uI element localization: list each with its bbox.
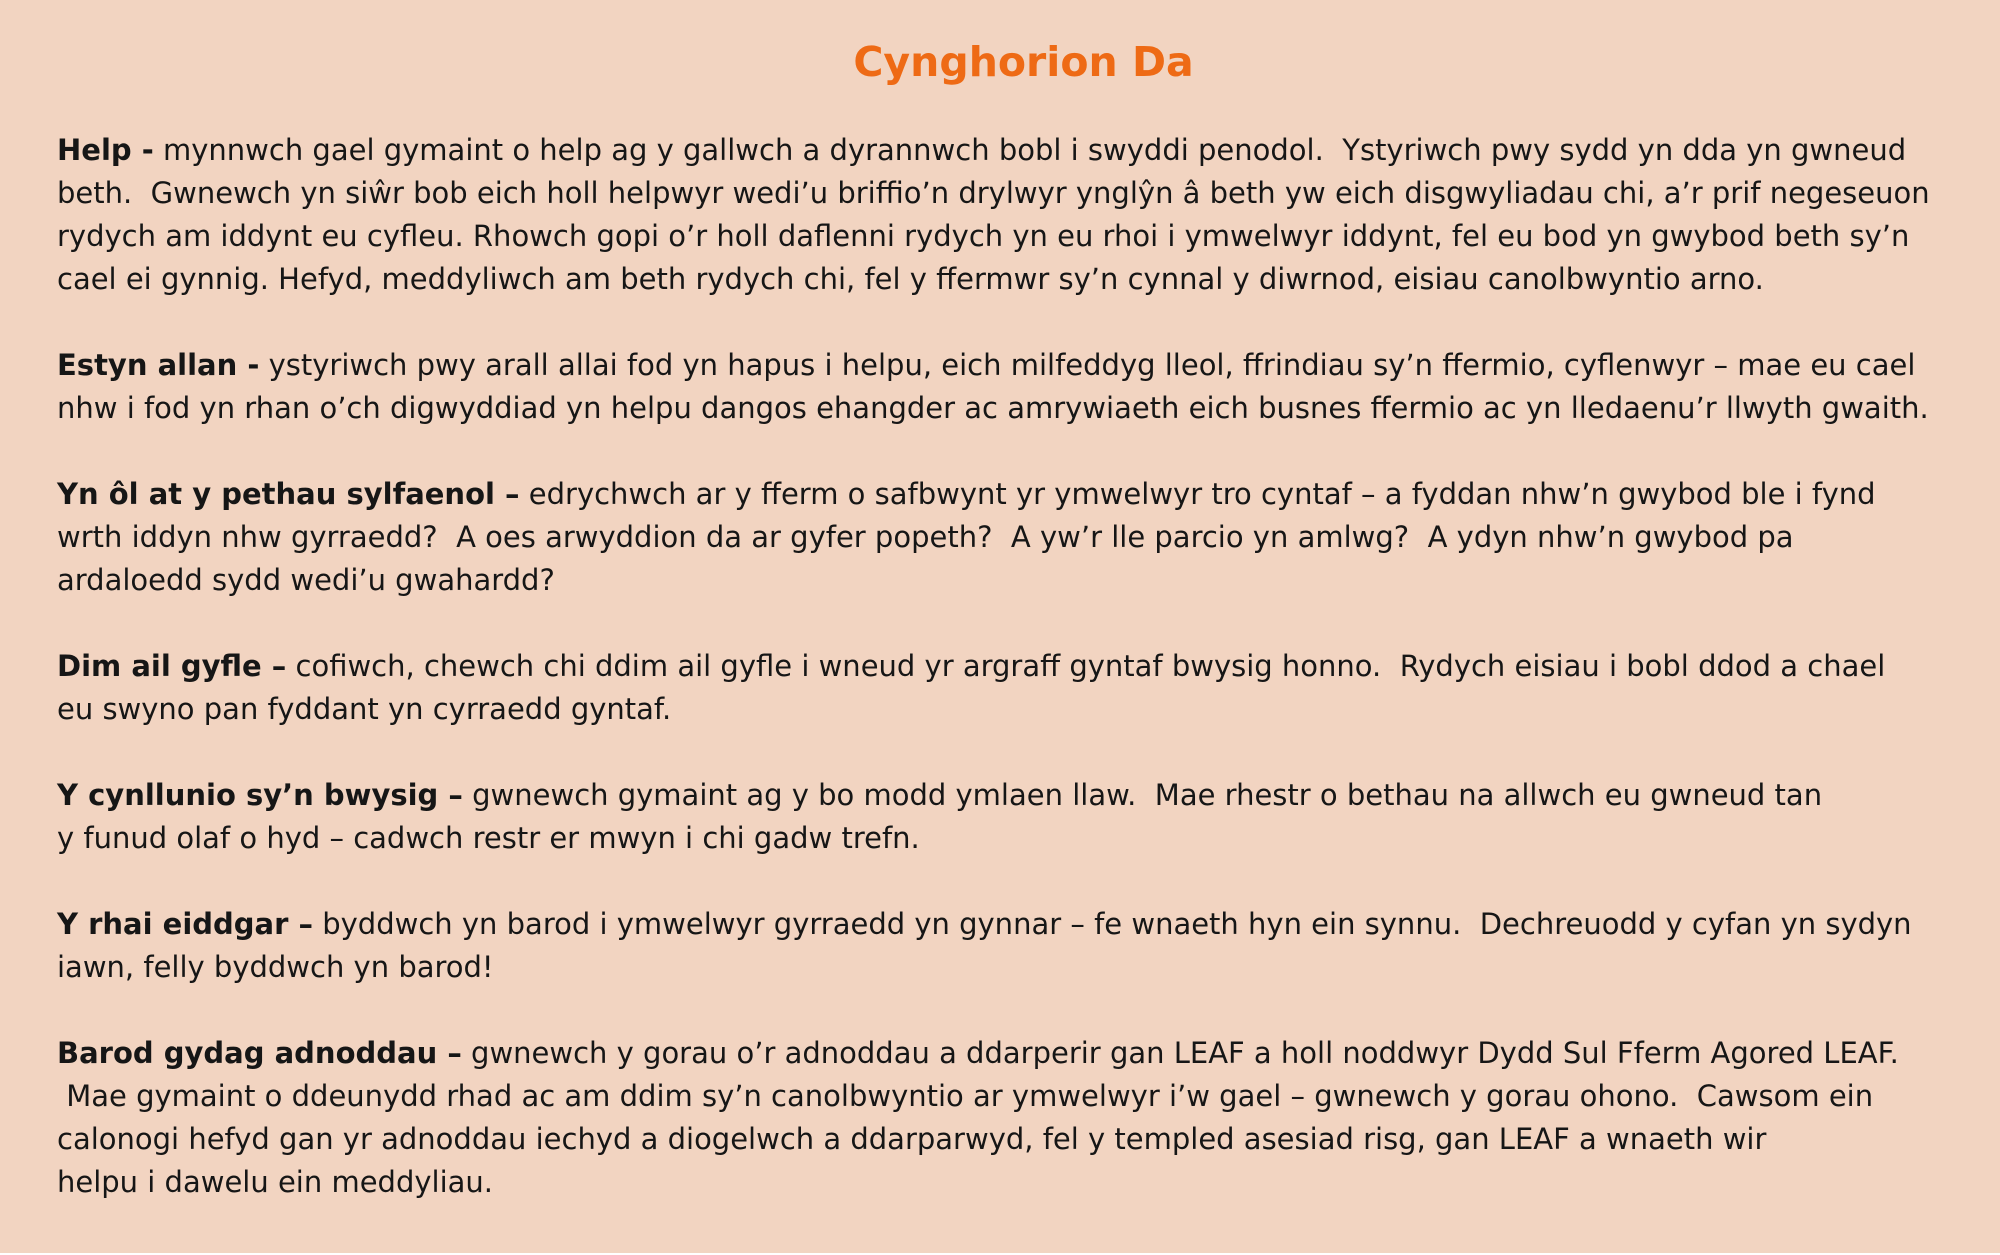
tip-text: rydych am iddynt eu cyfleu. Rhowch gopi o’r holl daflenni rydych yn eu rhoi i ymwelwyr iddynt, fel eu bod yn gwybod beth sy’n — [57, 219, 1910, 253]
tip-text: cael ei gynnig. Hefyd, meddyliwch am beth rydych chi, fel y ffermwr sy’n cynnal y diwrnod, eisiau canolbwyntio arno. — [57, 262, 1764, 296]
tip-paragraph — [57, 344, 1970, 430]
tip-paragraph — [57, 473, 1970, 602]
tip-text: cofiwch, chewch chi ddim ail gyfle i wneud yr argraff gyntaf bwysig honno. Rydych eisiau i bobl ddod a chael — [286, 649, 1886, 683]
tip-heading: Dim ail gyfle – — [57, 649, 287, 683]
tip-paragraph — [57, 1032, 1970, 1204]
tip-text: iawn, felly byddwch yn barod! — [57, 950, 494, 984]
tip-line — [57, 1075, 1970, 1118]
tip-line — [57, 645, 1970, 688]
tip-line — [57, 1161, 1970, 1204]
tip-heading: Barod gydag adnoddau – — [57, 1036, 462, 1070]
tip-heading: Y cynllunio sy’n bwysig – — [57, 778, 463, 812]
tip-text: Mae gymaint o ddeunydd rhad ac am ddim sy’n canolbwyntio ar ymwelwyr i’w gael – gwnewch y gorau ohono. Cawsom ein — [57, 1079, 1874, 1113]
tip-line — [57, 817, 1970, 860]
tips-list — [57, 129, 1970, 1204]
tip-line — [57, 258, 1970, 301]
tip-paragraph — [57, 903, 1970, 989]
tip-text: ardaloedd sydd wedi’u gwahardd? — [57, 563, 555, 597]
tip-paragraph — [57, 645, 1970, 731]
tip-line — [57, 172, 1970, 215]
tip-line — [57, 1032, 1970, 1075]
tip-line — [57, 215, 1970, 258]
tip-line — [57, 129, 1970, 172]
tip-text: wrth iddyn nhw gyrraedd? A oes arwyddion da ar gyfer popeth? A yw’r lle parcio yn amlwg? A ydyn nhw’n gwybod pa — [57, 520, 1794, 554]
tip-line — [57, 559, 1970, 602]
tip-text: gwnewch gymaint ag y bo modd ymlaen llaw. Mae rhestr o bethau na allwch eu gwneud tan — [462, 778, 1823, 812]
tip-text: ystyriwch pwy arall allai fod yn hapus i helpu, eich milfeddyg lleol, ffrindiau sy’n ffermio, cyflenwyr – mae eu cael — [259, 348, 1916, 382]
tip-line — [57, 344, 1970, 387]
tip-text: beth. Gwnewch yn siŵr bob eich holl helpwyr wedi’u briffio’n drylwyr ynglŷn â beth yw eich disgwyliadau chi, a’r prif negeseuon — [57, 176, 1930, 210]
tip-line — [57, 1118, 1970, 1161]
page-title: Cynghorion Da — [853, 38, 1194, 86]
tip-heading: Y rhai eiddgar – — [57, 907, 314, 941]
tip-text: mynnwch gael gymaint o help ag y gallwch a dyrannwch bobl i swyddi penodol. Ystyriwch pwy sydd yn dda yn gwneud — [153, 133, 1907, 167]
tip-line — [57, 774, 1970, 817]
tip-paragraph — [57, 774, 1970, 860]
tip-text: calonogi hefyd gan yr adnoddau iechyd a diogelwch a ddarparwyd, fel y templed asesiad risg, gan LEAF a wnaeth wir — [57, 1122, 1767, 1156]
tip-paragraph — [57, 129, 1970, 301]
tip-text: y funud olaf o hyd – cadwch restr er mwyn i chi gadw trefn. — [57, 821, 920, 855]
tip-text: byddwch yn barod i ymwelwyr gyrraedd yn gynnar – fe wnaeth hyn ein synnu. Dechreuodd y cyfan yn sydyn — [313, 907, 1912, 941]
tip-line — [57, 516, 1970, 559]
tip-line — [57, 903, 1970, 946]
tip-text: edrychwch ar y fferm o safbwynt yr ymwelwyr tro cyntaf – a fyddan nhw’n gwybod ble i fynd — [519, 477, 1876, 511]
tip-line — [57, 688, 1970, 731]
tip-line — [57, 946, 1970, 989]
tip-line — [57, 387, 1970, 430]
tip-heading: Help - — [57, 133, 154, 167]
tip-text: helpu i dawelu ein meddyliau. — [57, 1165, 494, 1199]
tip-text: eu swyno pan fyddant yn cyrraedd gyntaf. — [57, 692, 672, 726]
tip-text: nhw i fod yn rhan o’ch digwyddiad yn helpu dangos ehangder ac amrywiaeth eich busnes ffermio ac yn lledaenu’r llwyth gwaith. — [57, 391, 1929, 425]
tip-text: gwnewch y gorau o’r adnoddau a ddarperir gan LEAF a holl noddwyr Dydd Sul Fferm Agored LEAF. — [461, 1036, 1899, 1070]
tip-heading: Estyn allan - — [57, 348, 260, 382]
tip-line — [57, 473, 1970, 516]
tip-heading: Yn ôl at y pethau sylfaenol – — [57, 477, 520, 511]
